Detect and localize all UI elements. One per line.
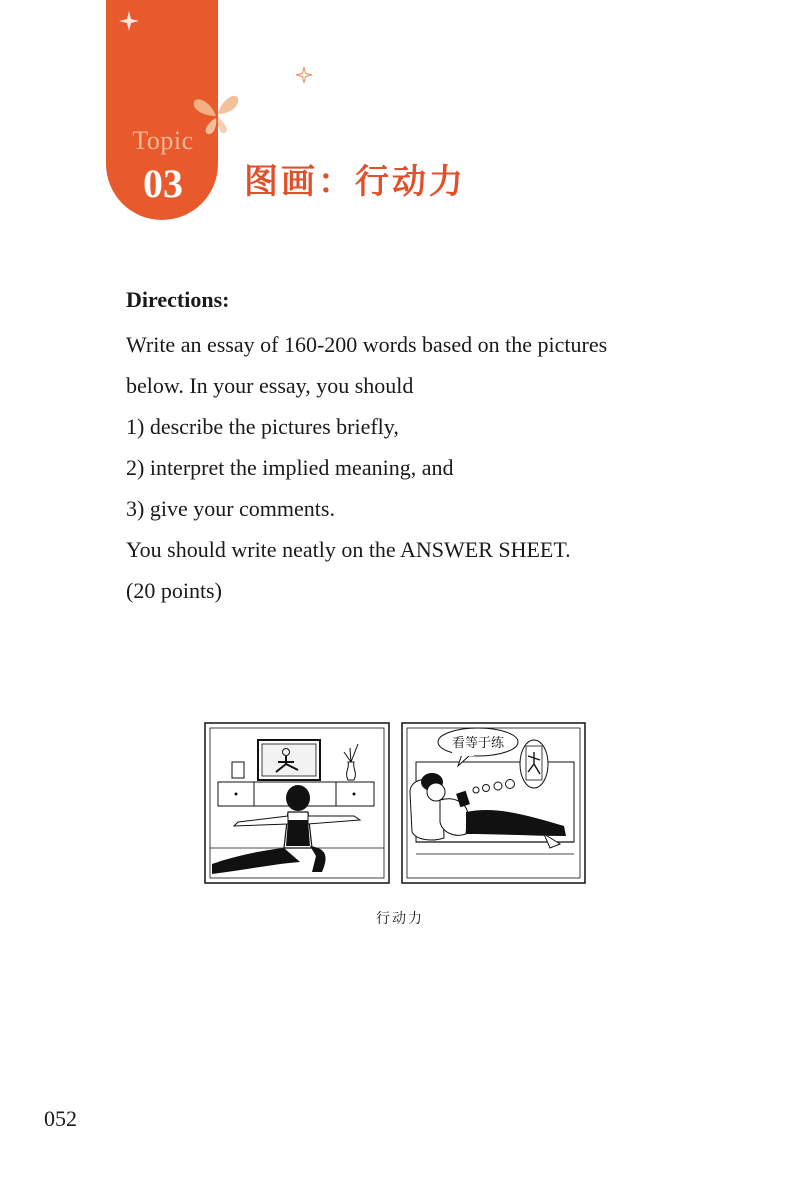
directions-line: Write an essay of 160-200 words based on the pictures xyxy=(126,332,608,357)
speech-bubble-text: 看等于练 xyxy=(451,736,505,751)
comic-illustration xyxy=(204,722,586,884)
comic-panel-lying-down xyxy=(402,723,585,883)
directions-line: You should write neatly on the ANSWER SHEET. xyxy=(126,537,571,562)
directions-block xyxy=(126,286,726,611)
sparkle-icon xyxy=(118,10,140,32)
directions-line: 3) give your comments. xyxy=(126,496,335,521)
directions-line: 2) interpret the implied meaning, and xyxy=(126,455,454,480)
directions-line: 1) describe the pictures briefly, xyxy=(126,414,399,439)
directions-line: below. In your essay, you should xyxy=(126,373,414,398)
page-title: 图画：行动力 xyxy=(244,162,466,202)
topic-number: 03 xyxy=(143,161,183,206)
page-number: 052 xyxy=(44,1106,77,1131)
illustration-caption: 行动力 xyxy=(376,911,424,927)
directions-line: (20 points) xyxy=(126,578,222,603)
topic-label: Topic xyxy=(132,126,194,155)
directions-heading: Directions: xyxy=(126,287,230,312)
comic-panel-exercising xyxy=(205,723,389,883)
sparkle-icon xyxy=(295,66,313,84)
